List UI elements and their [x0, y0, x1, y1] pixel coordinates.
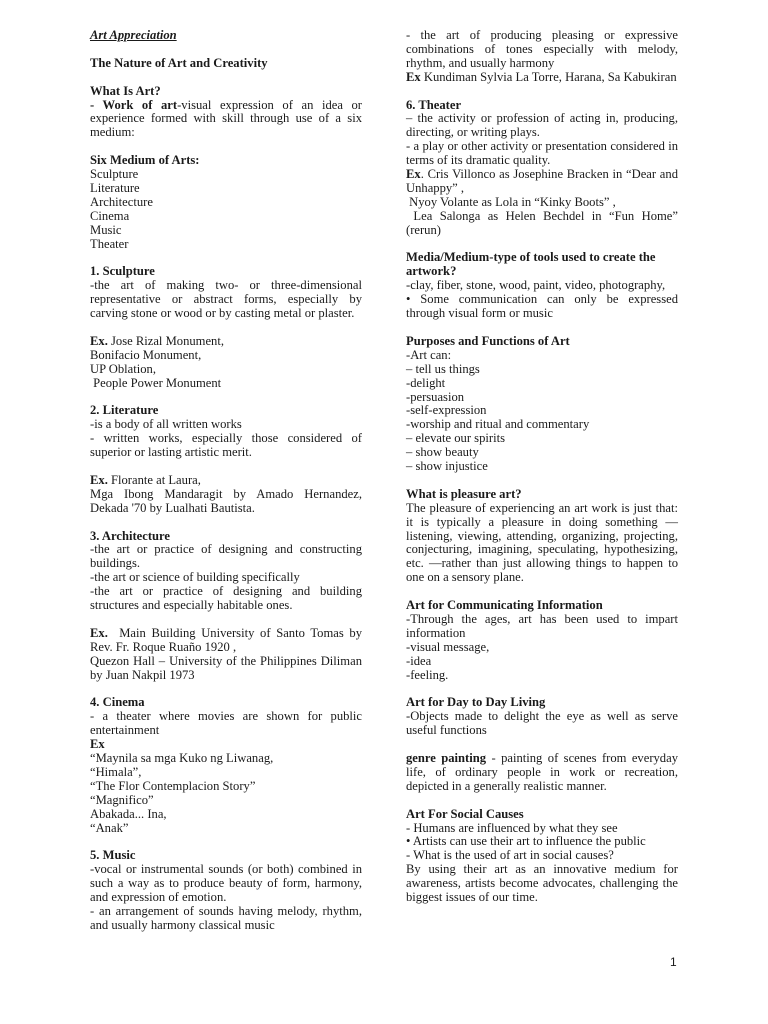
text-line: [90, 182, 362, 196]
text-line: [90, 780, 362, 794]
body-text: Music: [90, 222, 122, 237]
body-text: Architecture: [90, 194, 153, 209]
spacer: [406, 321, 678, 335]
paragraph: [406, 292, 682, 321]
body-text: -the art of making two- or three-dimensional representative or abstract forms, especially by carving stone or wood or by casting metal or plaster.: [90, 278, 366, 321]
body-text: - painting of scenes from everyday life, of ordinary people in work or recreation, depicted in a generally realistic manner.: [406, 751, 682, 793]
section-heading: 1. Sculpture: [90, 264, 155, 279]
paragraph: [90, 862, 366, 905]
section-heading: 6. Theater: [406, 97, 462, 112]
paragraph: [90, 542, 366, 571]
spacer: [406, 794, 678, 808]
paragraph: [90, 418, 362, 432]
body-text: - a theater where movies are shown for public entertainment: [90, 709, 366, 738]
body-text: Sculpture: [90, 167, 139, 182]
text-line: [406, 669, 678, 683]
section-heading: Ex: [90, 737, 105, 752]
section-heading: Purposes and Functions of Art: [406, 333, 570, 348]
body-text: – the activity or profession of acting in, producing, directing, or writing plays.: [406, 111, 682, 140]
spacer: [90, 613, 362, 627]
body-text: Quezon Hall – University of the Philippines Diliman by Juan Nakpil 1973: [90, 653, 366, 682]
bold-lead: - Work of art: [90, 97, 178, 112]
text-line: [406, 418, 678, 432]
body-text: • Some communication can only be expressed through visual form or music: [406, 292, 682, 321]
spacer: [406, 738, 678, 752]
document-title: Art Appreciation: [90, 28, 177, 42]
body-text: -idea: [406, 653, 432, 668]
body-text: “Maynila sa mga Kuko ng Liwanag,: [90, 750, 274, 765]
body-text: - written works, especially those considered of superior or lasting artistic merit.: [90, 431, 366, 460]
text-line: [90, 363, 362, 377]
text-line: [90, 224, 362, 238]
spacer: [90, 43, 362, 57]
body-text: – elevate our spirits: [406, 431, 505, 446]
section-heading: What Is Art?: [90, 83, 161, 98]
paragraph: [406, 611, 682, 641]
paragraph: [90, 584, 366, 613]
bold-lead: Ex: [406, 167, 421, 182]
body-text: -clay, fiber, stone, wood, paint, video, photography,: [406, 278, 666, 293]
body-text: - an arrangement of sounds having melody, rhythm, and usually harmony classical music: [90, 903, 366, 932]
text-line: [90, 238, 362, 252]
body-text: -self-expression: [406, 403, 487, 418]
section-heading: 4. Cinema: [90, 695, 145, 710]
spacer: [406, 585, 678, 599]
spacer: [90, 682, 362, 696]
body-text: “Himala”,: [90, 764, 142, 779]
body-text: Literature: [90, 180, 140, 195]
paragraph: [90, 97, 366, 141]
paragraph: [406, 279, 678, 293]
text-line: [406, 460, 678, 474]
body-text: Main Building University of Santo Tomas by Rev. Fr. Roque Ruaño 1920 ,: [90, 625, 366, 654]
page-number: 1: [670, 955, 677, 969]
text-line: [406, 835, 678, 849]
text-line: [90, 196, 362, 210]
right-column: [406, 28, 682, 905]
body-text: -feeling.: [406, 667, 449, 682]
body-text: -Through the ages, art has been used to impart information: [406, 611, 682, 640]
paragraph: [90, 653, 366, 683]
paragraph: [406, 111, 682, 140]
section-heading: 3. Architecture: [90, 528, 170, 543]
text-line: [90, 168, 362, 182]
body-text: By using their art as an innovative medium for awareness, artists become advocates, challenging the biggest issues of our time.: [406, 862, 682, 905]
paragraph: [90, 903, 366, 933]
body-text: Mga Ibong Mandaragit by Amado Hernandez, Dekada '70 by Lualhati Bautista.: [90, 486, 366, 515]
spacer: [90, 140, 362, 154]
paragraph: [90, 709, 366, 738]
section-heading: Art for Day to Day Living: [406, 695, 546, 710]
text-line: [90, 808, 362, 822]
text-line: [406, 655, 678, 669]
spacer: [90, 251, 362, 265]
text-line: [406, 641, 678, 655]
spacer: [406, 474, 678, 488]
text-line: [406, 349, 678, 363]
spacer: [90, 460, 362, 474]
spacer: [406, 238, 678, 252]
body-text: People Power Monument: [90, 375, 222, 390]
section-heading: Six Medium of Arts:: [90, 153, 200, 168]
bold-lead: genre painting: [406, 751, 487, 766]
paragraph: [406, 751, 682, 794]
paragraph: [90, 625, 366, 655]
bold-lead: Ex.: [90, 472, 108, 487]
body-text: Florante at Laura,: [107, 472, 201, 487]
section-heading: 2. Literature: [90, 403, 159, 418]
body-text: UP Oblation,: [90, 361, 157, 376]
body-text: The pleasure of experiencing an art work is just that: it is typically a pleasure in doing something —listening, viewing, attending, organizing, projecting, conjecturing, imagining, speculating, hypothesizing, etc. —rather than just allowing things to happen to one on a sensory plane.: [406, 500, 682, 585]
text-line: [406, 404, 678, 418]
body-text: Theater: [90, 236, 129, 251]
text-line: [90, 210, 362, 224]
body-text: “Anak”: [90, 820, 129, 835]
spacer: [90, 516, 362, 530]
body-text: Lea Salonga as Helen Bechdel in “Fun Home” (rerun): [406, 208, 682, 237]
body-text: . Cris Villonco as Josephine Bracken in “Dear and Unhappy” ,: [406, 167, 682, 195]
body-text: – show beauty: [406, 445, 479, 460]
spacer: [90, 71, 362, 85]
body-text: -Art can:: [406, 347, 452, 362]
spacer: [406, 85, 678, 99]
body-text: Jose Rizal Monument,: [107, 333, 224, 348]
body-text: -persuasion: [406, 389, 465, 404]
body-text: -visual expression of an idea or experience formed with skill through use of a six medium:: [90, 97, 366, 140]
section-heading: Art For Social Causes: [406, 806, 524, 821]
left-column: [90, 28, 366, 933]
body-text: • Artists can use their art to influence the public: [406, 834, 646, 849]
section-heading: What is pleasure art?: [406, 486, 522, 501]
body-text: Nyoy Volante as Lola in “Kinky Boots” ,: [406, 194, 616, 209]
body-text: – tell us things: [406, 361, 480, 376]
paragraph: [406, 208, 682, 238]
paragraph: [406, 71, 678, 85]
bold-lead: Ex: [406, 69, 421, 84]
body-text: - Humans are influenced by what they see: [406, 820, 618, 835]
section-heading: Media/Medium-type of tools used to create the artwork?: [406, 250, 656, 279]
text-line: [406, 432, 678, 446]
text-line: [90, 474, 362, 488]
body-text: “Magnifico”: [90, 792, 154, 807]
body-text: -the art or science of building specifically: [90, 570, 300, 585]
text-line: [406, 391, 678, 405]
body-text: – show injustice: [406, 459, 488, 474]
body-text: -delight: [406, 375, 446, 390]
text-line: [406, 849, 678, 863]
body-text: - a play or other activity or presentation considered in terms of its dramatic quality.: [406, 139, 682, 168]
paragraph: [90, 486, 366, 516]
text-line: [90, 794, 362, 808]
body-text: -vocal or instrumental sounds (or both) combined in such a way as to produce beauty of form, harmony, and expression of emotion.: [90, 862, 366, 905]
text-line: [406, 363, 678, 377]
body-text: - the art of producing pleasing or expressive combinations of tones especially with melody, rhythm, and usually harmony: [406, 28, 682, 70]
spacer: [90, 835, 362, 849]
paragraph: [406, 500, 682, 585]
spacer: [406, 683, 678, 697]
text-line: [406, 377, 678, 391]
paragraph: [90, 431, 366, 460]
text-line: [90, 822, 362, 836]
text-line: [90, 335, 362, 349]
text-line: [406, 446, 678, 460]
body-text: Cinema: [90, 208, 130, 223]
body-text: - What is the used of art in social causes?: [406, 848, 614, 863]
text-line: [90, 349, 362, 363]
body-text: -the art or practice of designing and building structures and especially habitable ones.: [90, 584, 366, 613]
section-heading: Art for Communicating Information: [406, 598, 603, 613]
text-line: [406, 822, 678, 836]
paragraph: [406, 709, 682, 738]
section-heading: 5. Music: [90, 848, 136, 863]
bold-lead: Ex.: [90, 625, 108, 640]
body-text: -Objects made to delight the eye as well as serve useful functions: [406, 709, 682, 738]
text-line: [90, 752, 362, 766]
body-text: -visual message,: [406, 639, 490, 654]
body-text: -the art or practice of designing and constructing buildings.: [90, 542, 366, 571]
paragraph: [90, 278, 366, 321]
body-text: Abakada... Ina,: [90, 806, 167, 821]
text-line: [406, 196, 678, 210]
body-text: Bonifacio Monument,: [90, 347, 202, 362]
text-line: [90, 377, 362, 391]
body-text: “The Flor Contemplacion Story”: [90, 778, 256, 793]
spacer: [90, 321, 362, 335]
paragraph: [90, 571, 362, 585]
spacer: [90, 390, 362, 404]
body-text: -is a body of all written works: [90, 417, 242, 432]
bold-lead: Ex.: [90, 333, 108, 348]
body-text: Kundiman Sylvia La Torre, Harana, Sa Kabukiran: [420, 69, 677, 84]
paragraph: [406, 167, 682, 196]
text-line: [90, 766, 362, 780]
section-heading: The Nature of Art and Creativity: [90, 55, 268, 70]
paragraph: [406, 139, 682, 168]
paragraph: [406, 28, 682, 71]
paragraph: [406, 862, 682, 905]
body-text: -worship and ritual and commentary: [406, 417, 590, 432]
